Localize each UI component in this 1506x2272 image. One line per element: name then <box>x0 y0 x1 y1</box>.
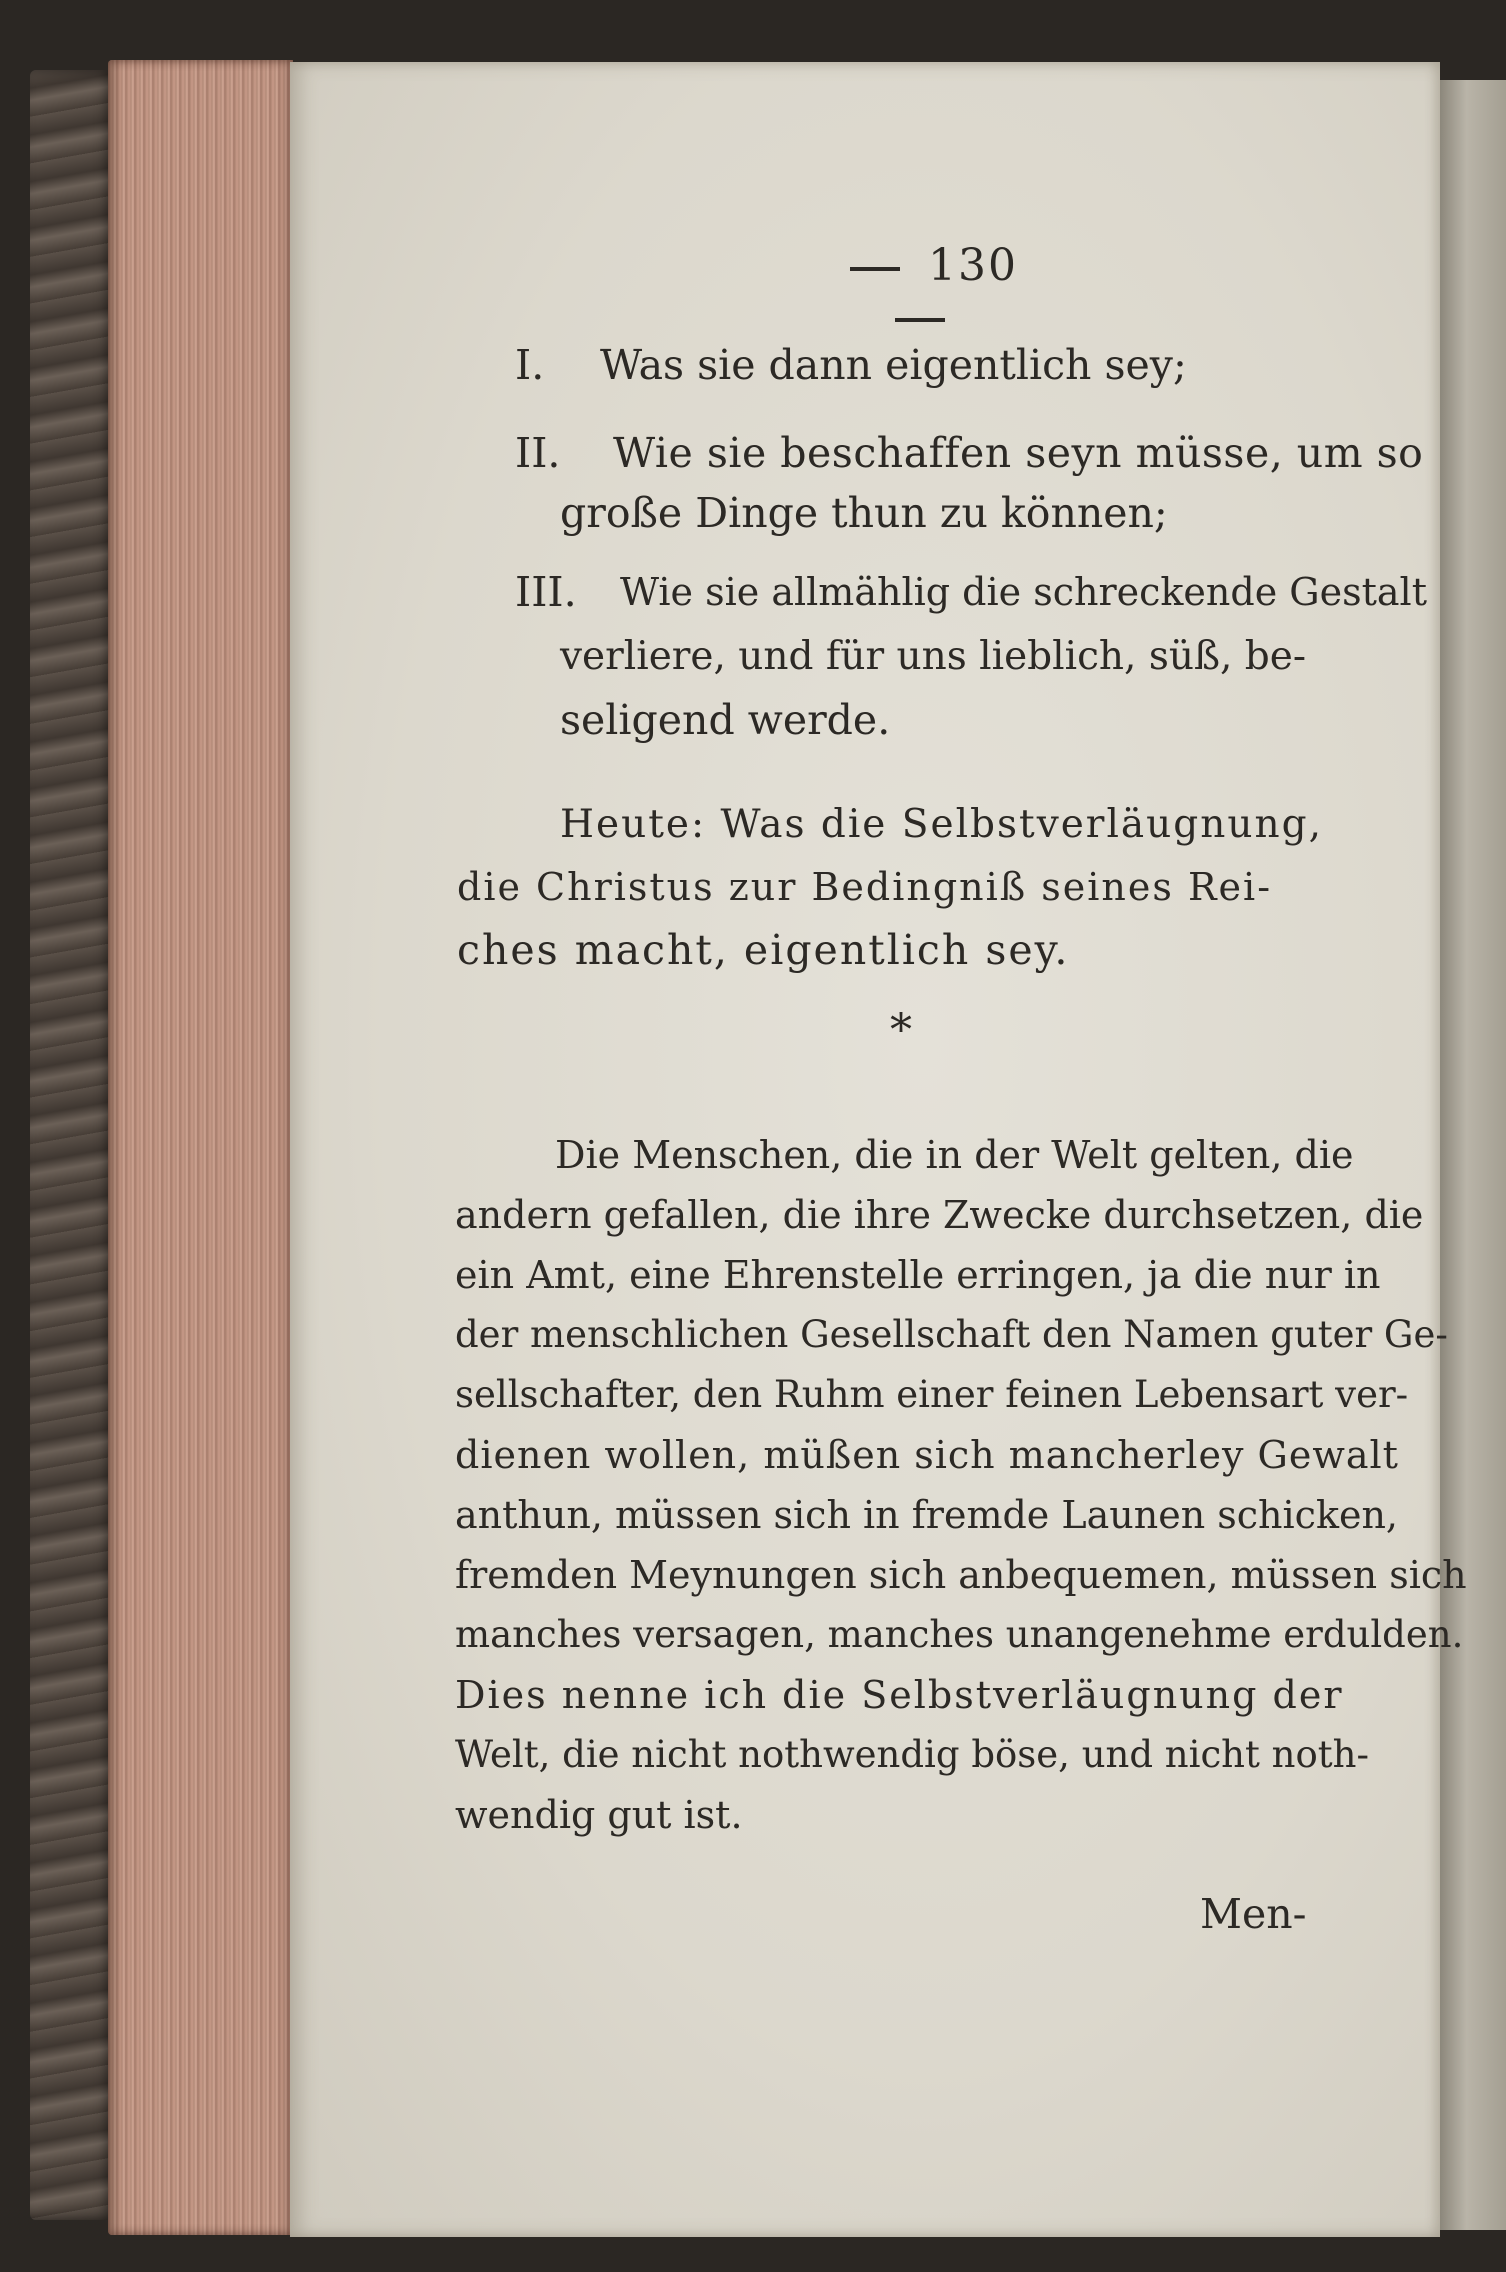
today-line: ches macht, eigentlich sey. <box>457 926 1070 974</box>
paragraph-line: Dies nenne ich die Selbstverläugnung der <box>455 1673 1344 1717</box>
marbled-cover <box>30 70 115 2220</box>
paragraph-line: ein Amt, eine Ehrenstelle erringen, ja die nur in <box>455 1253 1381 1297</box>
outline-line: große Dinge thun zu können; <box>560 489 1168 537</box>
outline-numeral-3: III. <box>515 568 577 616</box>
paragraph-line: wendig gut ist. <box>455 1793 743 1837</box>
section-separator: * <box>890 1005 912 1056</box>
dash-right <box>895 318 945 322</box>
catchword: Men- <box>1200 1890 1307 1938</box>
page-number-value: 130 <box>928 240 1018 291</box>
paragraph-line: anthun, müssen sich in fremde Launen schicken, <box>455 1493 1399 1537</box>
page-edges <box>108 60 293 2235</box>
today-line: Heute: Was die Selbstverläugnung, <box>560 802 1323 847</box>
paragraph-line: fremden Meynungen sich anbequemen, müssen sich <box>455 1553 1467 1597</box>
paragraph-line: sellschafter, den Ruhm einer feinen Lebensart ver- <box>455 1373 1409 1416</box>
paragraph-line: dienen wollen, müßen sich mancherley Gewalt <box>455 1433 1399 1477</box>
dash-left <box>850 267 900 271</box>
outline-line: Wie sie allmählig die schreckende Gestalt <box>620 570 1427 614</box>
page-number <box>800 240 1040 342</box>
paragraph-line: der menschlichen Gesellschaft den Namen guter Ge- <box>455 1313 1448 1356</box>
outline-numeral-1: I. <box>515 341 545 389</box>
today-line: die Christus zur Bedingniß seines Rei- <box>457 865 1273 909</box>
outline-line: Was sie dann eigentlich sey; <box>600 341 1187 389</box>
outline-line: seligend werde. <box>560 696 891 744</box>
outline-numeral-2: II. <box>515 429 561 477</box>
paragraph-line: andern gefallen, die ihre Zwecke durchsetzen, die <box>455 1193 1424 1237</box>
paragraph-line: Welt, die nicht nothwendig böse, und nicht noth- <box>455 1733 1369 1776</box>
paragraph-line: Die Menschen, die in der Welt gelten, die <box>555 1133 1354 1177</box>
outline-line: verliere, und für uns lieblich, süß, be- <box>560 634 1307 679</box>
paragraph-line: manches versagen, manches unangenehme erdulden. <box>455 1613 1464 1656</box>
facing-page-edge <box>1440 80 1506 2230</box>
outline-line: Wie sie beschaffen seyn müsse, um so <box>613 429 1424 477</box>
